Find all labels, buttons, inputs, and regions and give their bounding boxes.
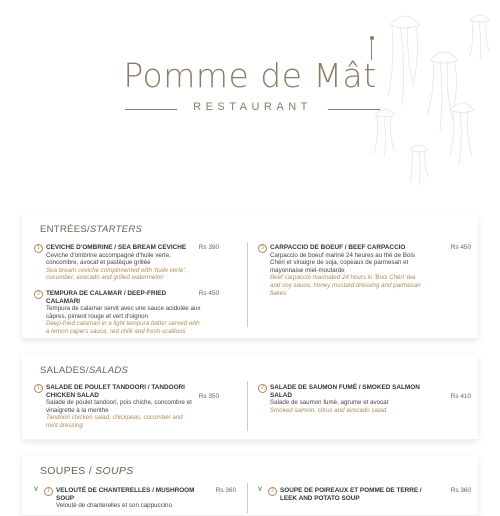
- item-description: Velouté de chanterelles et son cappuccino: [56, 502, 172, 510]
- salads-card: [22, 355, 478, 440]
- item-number: 2: [258, 384, 267, 393]
- item-text: [46, 384, 196, 430]
- item-text: [270, 384, 425, 414]
- starters-card: [22, 214, 478, 339]
- vegetarian-badge: V: [258, 487, 263, 493]
- item-number: 3: [258, 244, 267, 253]
- item-number: 1: [44, 487, 53, 496]
- item-title: CARPACCIO DE BOEUF / BEEF CARPACCIO: [270, 244, 406, 251]
- menu-item: [258, 384, 471, 424]
- item-number: 2: [268, 487, 277, 496]
- restaurant-name: Pomme de Mât: [123, 56, 377, 95]
- item-title: SALADE DE SAUMON FUMÉ / SMOKED SALMON SALAD: [270, 384, 420, 399]
- item-text: [270, 244, 425, 297]
- item-price: Rs 410: [450, 393, 471, 400]
- menu-item: [34, 244, 219, 284]
- salads-title-fr: SALADES/: [40, 365, 89, 376]
- item-title: CEVICHE D'OMBRINE / SEA BREAM CEVICHE: [46, 244, 187, 251]
- item-description: Ceviche d'ombrine accompagné d'huile verte, concombre, avocat et pastèque grillée: [46, 251, 171, 267]
- item-number: 2: [34, 290, 43, 299]
- item-price: Rs 360: [215, 487, 236, 494]
- subtitle-block: [125, 101, 380, 117]
- menu-item: [34, 384, 219, 432]
- starters-title-en: STARTERS: [89, 224, 143, 235]
- item-description: Carpaccio de boeuf mariné 24 heures au thé de Bois Chéri et vinaigre de soja, copeaux de parmesan et mayonnaise miel-moutarde: [270, 251, 415, 274]
- jellyfish-illustration: [330, 0, 500, 200]
- item-number: 1: [34, 384, 43, 393]
- item-description: Salade de poulet tandoori, pois chiche, concombre et vinaigrette à la menthe: [46, 399, 192, 414]
- menu-item: [258, 487, 471, 507]
- item-price: Rs 360: [450, 487, 471, 494]
- item-title: TEMPURA DE CALAMAR / DEEP-FRIED CALAMARI: [46, 290, 167, 305]
- item-price: Rs 390: [198, 244, 219, 251]
- item-english: Deep-fried calamari in a light tempura batter served with a lemon capers sauce, red chilli and fresh scallions: [46, 320, 200, 335]
- item-text: [46, 290, 201, 336]
- item-price: Rs 350: [198, 393, 219, 400]
- item-price: Rs 450: [198, 290, 219, 297]
- menu-item: [34, 487, 236, 510]
- item-description: Salade de saumon fumé, agrume et avocat: [270, 399, 389, 407]
- soups-card: [22, 455, 478, 516]
- vegetarian-badge: V: [34, 487, 39, 493]
- starters-section-title: [40, 224, 142, 235]
- soups-divider: [247, 483, 248, 513]
- item-text: [56, 487, 206, 510]
- item-price: Rs 450: [450, 244, 471, 251]
- salads-divider: [247, 381, 248, 431]
- soups-title-fr: SOUPES /: [40, 465, 92, 477]
- salads-title-en: SALADS: [88, 365, 129, 376]
- soups-section-title: [40, 465, 133, 477]
- restaurant-subtitle: RESTAURANT: [193, 101, 312, 113]
- item-english: Beef carpaccio marinated 24 hours in 'Bois Chéri' tea and soy sauce, honey mustard dressing and parmesan flakes: [270, 274, 421, 297]
- item-title: SOUPE DE POIREAUX ET POMME DE TERRE / LEEK AND POTATO SOUP: [280, 487, 422, 502]
- item-english: Sea bream ceviche complimented with 'huile verte', cucumber, avocado and grilled watermelon: [46, 266, 187, 282]
- item-number: 1: [34, 244, 43, 253]
- soups-title-en: SOUPS: [95, 465, 134, 477]
- subtitle-rule-right: [328, 109, 380, 110]
- item-description: Tempura de calamar servit avec une sauce acidulée aux câpres, piment rouge et vert d'oignon: [46, 305, 201, 320]
- starters-title-fr: ENTRÉES/: [40, 224, 90, 235]
- item-text: [46, 244, 201, 282]
- menu-item: [34, 290, 219, 335]
- item-title: SALADE DE POULET TANDOORI / TANDOORI CHICKEN SALAD: [46, 384, 185, 399]
- item-text: [280, 487, 440, 502]
- item-english: Tandoori chicken salad, chickpeas, cucumber and mint dressing: [46, 414, 183, 429]
- item-title: VELOUTÉ DE CHANTERELLES / MUSHROOM SOUP: [56, 487, 195, 502]
- item-english: Smoked salmon, citrus and avocado salad: [270, 406, 387, 414]
- starters-divider: [247, 242, 248, 327]
- salads-section-title: [40, 365, 128, 376]
- menu-item: [258, 244, 471, 324]
